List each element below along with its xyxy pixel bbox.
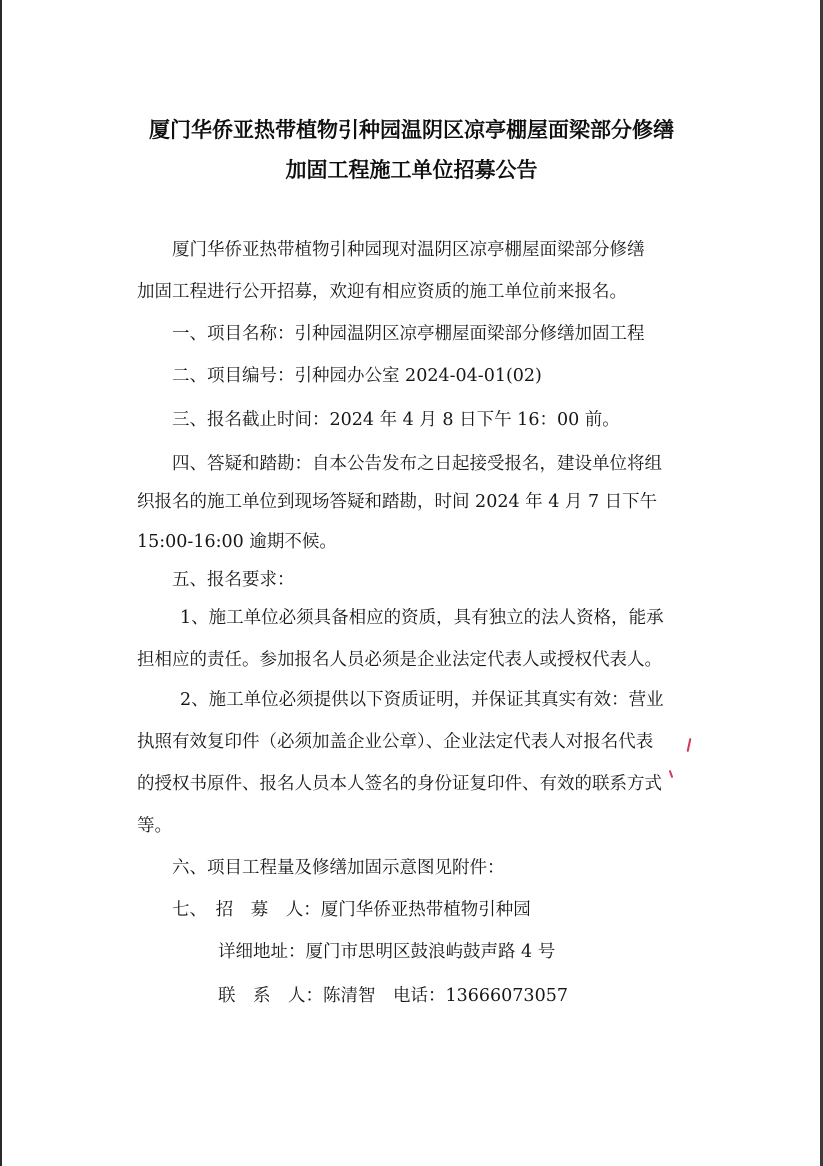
title-line-2: 加固工程施工单位招募公告 [285,158,538,182]
requirement-1-line-2: 担相应的责任。参加报名人员必须是企业法定代表人或授权代表人。 [137,650,662,670]
title-line-1: 厦门华侨亚热带植物引种园温阴区凉亭棚屋面梁部分修缮 [149,118,674,142]
item-site-visit-line-3: 15:00-16:00 逾期不候。 [137,532,337,552]
item-project-number: 二、项目编号：引种园办公室 2024-04-01(02) [172,366,542,386]
requirement-2-line-1: 2、施工单位必须提供以下资质证明，并保证其真实有效：营业 [180,690,664,710]
requirement-2-line-2: 执照有效复印件（必须加盖企业公章）、企业法定代表人对报名代表 [137,732,654,752]
item-project-name: 一、项目名称：引种园温阴区凉亭棚屋面梁部分修缮加固工程 [172,324,645,344]
stray-ink-mark [687,738,692,752]
item-recruiter: 七、 招 募 人：厦门华侨亚热带植物引种园 [172,900,531,920]
stray-ink-mark [669,770,674,778]
requirement-2-line-3: 的授权书原件、报名人员本人签名的身份证复印件、有效的联系方式 [137,774,662,794]
item-site-visit-line-2: 织报名的施工单位到现场答疑和踏勘，时间 2024 年 4 月 7 日下午 [137,492,658,512]
item-site-visit-line-1: 四、答疑和踏勘：自本公告发布之日起接受报名，建设单位将组 [172,454,662,474]
intro-line-2: 加固工程进行公开招募，欢迎有相应资质的施工单位前来报名。 [137,282,627,302]
item-attachments: 六、项目工程量及修缮加固示意图见附件： [172,858,505,878]
recruiter-contact: 联 系 人：陈清智 电话：13666073057 [218,986,568,1006]
item-requirements-heading: 五、报名要求： [172,570,295,590]
requirement-1-line-1: 1、施工单位必须具备相应的资质，具有独立的法人资格，能承 [180,608,664,628]
recruiter-address: 详细地址：厦门市思明区鼓浪屿鼓声路 4 号 [218,942,556,962]
intro-line-1: 厦门华侨亚热带植物引种园现对温阴区凉亭棚屋面梁部分修缮 [172,240,645,260]
item-deadline: 三、报名截止时间：2024 年 4 月 8 日下午 16：00 前。 [172,410,620,430]
requirement-2-line-4: 等。 [137,816,172,836]
